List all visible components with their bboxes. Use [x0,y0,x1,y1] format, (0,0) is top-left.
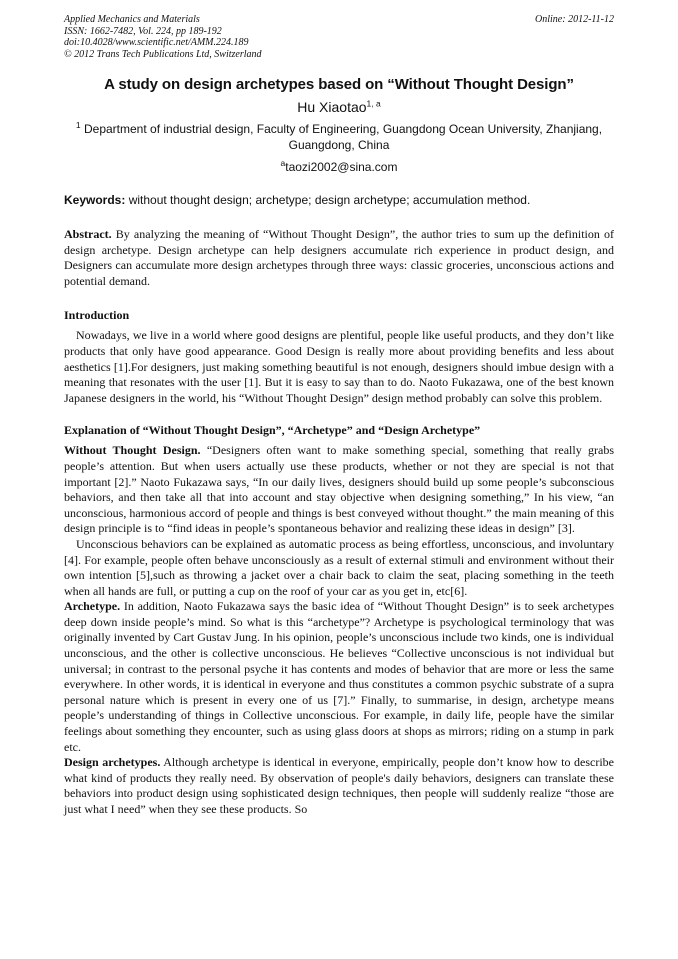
email-sup: a [280,158,286,168]
journal-name: Applied Mechanics and Materials [64,14,200,25]
author-sup: 1, a [366,98,381,109]
affiliation-text: Department of industrial design, Faculty of Engineering, Guangdong Ocean University, Zhanjiang, Guangdong, China [80,122,603,152]
affiliation-sup: 1 [75,120,81,130]
affiliation [64,121,614,153]
introduction-heading: Introduction [64,308,130,323]
abstract [64,227,614,289]
design-archetypes-label: Design archetypes. [64,755,161,770]
issn-line: ISSN: 1662-7482, Vol. 224, pp 189-192 [64,25,222,37]
email-line [64,160,614,174]
online-date: Online: 2012-11-12 [535,14,614,25]
copyright-line: © 2012 Trans Tech Publications Ltd, Switzerland [64,48,262,60]
abstract-text: By analyzing the meaning of “Without Thought Design”, the author tries to sum up the definition of design archetype. Design archetype can help designers accumulate rich experience in product design, and Designers can accumulate more design archetypes through three ways: classic groceries, unconscious actions and potential demand. [64,227,614,288]
author-name: Hu Xiaotao [297,99,367,115]
without-thought-paragraph [64,443,614,537]
doi-line: doi:10.4028/www.scientific.net/AMM.224.189 [64,37,249,48]
archetype-text: In addition, Naoto Fukazawa says the basic idea of “Without Thought Design” is to seek archetypes deep down inside people’s mind. So what is this “archetype”? Archetype is psychological terminology that was originally invented by Cart Gustav Jung. In his opinion, people’s unconscious include two kinds, one is individual unconscious, and the other is collective unconscious. He believes “Collective unconscious is not individual but universal; in contrast to the personal psyche it has contents and modes of behavior that are more or less the same everywhere. In other words, it is identical in everyone and thus constitutes a common psychic substrate of a supra personal nature which is present in every one of us [7].” Finally, to summarise, in design, archetype means people’s understanding of things in Collective unconscious. For example, in daily life, people have the similar feelings about something they encounter, such as using glass doors at shops as mirrors; riding on a stump in park etc. [64,599,614,754]
abstract-label: Abstract. [64,227,112,241]
paper-title: A study on design archetypes based on “Without Thought Design” [104,76,574,93]
email-address[interactable]: taozi2002@sina.com [285,160,398,174]
explanation-heading: Explanation of “Without Thought Design”, “Archetype” and “Design Archetype” [64,423,481,438]
without-thought-label: Without Thought Design. [64,443,201,458]
archetype-label: Archetype. [64,599,121,614]
introduction-paragraph: Nowadays, we live in a world where good designs are plentiful, people like useful products, and they don’t like products that only have good appearance. Good Design is really more about providing benefits and less about aesthetics [1].For designers, just making something beautiful is not enough, designers should imbue design with a meaning that resonates with the user [1]. But it is easy to say than to do. Naoto Fukazawa, one of the best known Japanese designers in the world, his “Without Thought Design” design method probably can solve this problem. [64,328,614,405]
author-line [64,99,614,115]
archetype-paragraph [64,599,614,755]
keywords-label: Keywords: [64,193,126,207]
unconscious-paragraph: Unconscious behaviors can be explained as automatic process as being effortless, unconscious, and involuntary [4]. For example, people often behave unconsciously as a result of external stimuli and environment without their own intention [5],such as throwing a jacket over a chair back to claim the seat, placing something in the teeth when all hands are full, or putting a cup on the roof of your car as you get in, etc[6]. [64,536,614,598]
design-archetypes-paragraph [64,755,614,817]
keywords-text: without thought design; archetype; design archetype; accumulation method. [125,193,531,207]
running-header [64,14,614,60]
journal-info [64,14,262,60]
design-archetypes-text: Although archetype is identical in everyone, empirically, people don’t know how to describe what kind of products they really need. By observation of people's daily behaviors, designers can translate these behaviors into product design using sophisticated design techniques, then people will suddenly realize “those are just what I need” when they see these products. So [64,755,614,816]
keywords [64,193,614,207]
without-thought-text: “Designers often want to make something special, something that really grabs people’s attention. But when users actually use these products, whether or not they are special is not that important [2].” Naoto Fukazawa says, “In our daily lives, designers should build up some people’s subconscious behaviors, and then take all that into account and stay objective when designing something,” In his view, “an unconscious, harmonious accord of people and things is best conveyed without thought.” the main meaning of this design principle is to “find ideas in people’s spontaneous behavior and realizing these ideas in design” [3]. [64,443,615,536]
